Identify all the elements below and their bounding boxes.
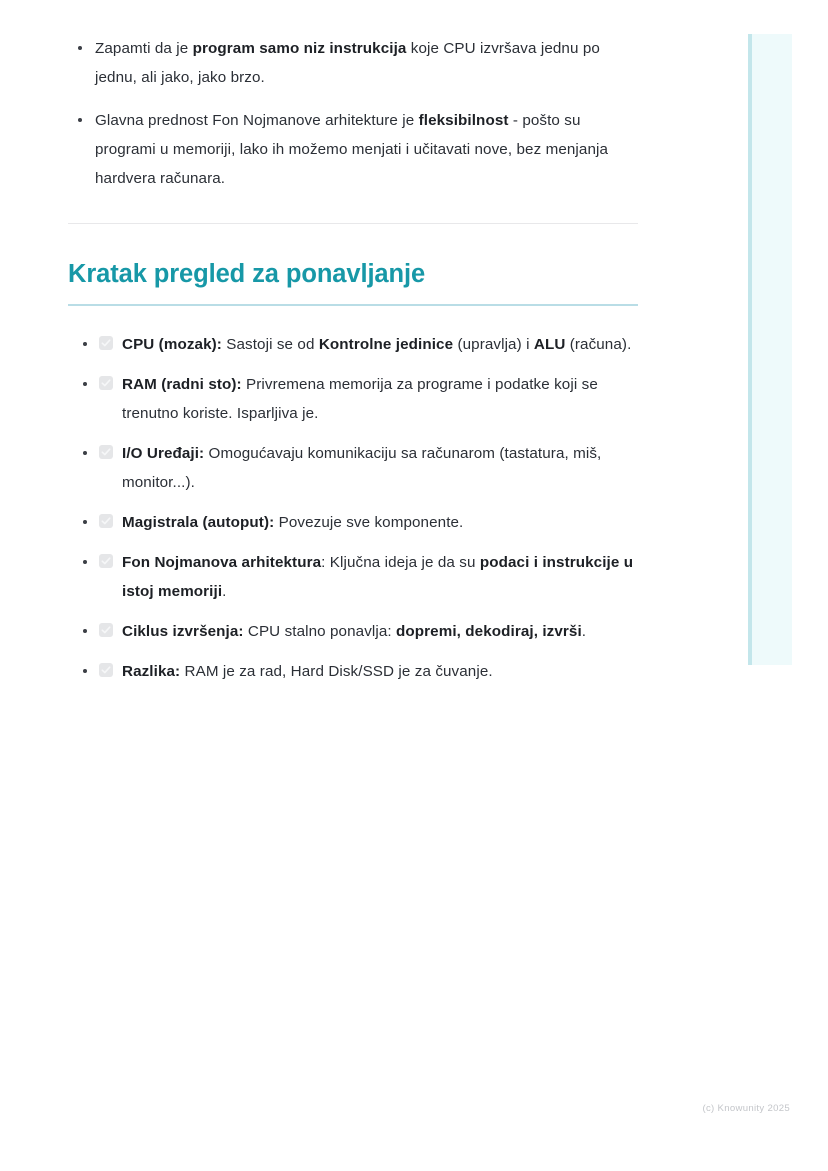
list-item-text: RAM (radni sto): Privremena memorija za programe i podatke koji se trenutno koriste. Isparljiva je. bbox=[122, 376, 598, 422]
checklist-cpu bbox=[68, 330, 638, 359]
checklist-razlika bbox=[68, 657, 638, 686]
checkbox-checked-icon[interactable] bbox=[99, 554, 113, 568]
bullet-dot-icon bbox=[83, 382, 87, 386]
note-content bbox=[68, 34, 638, 686]
checkbox-checked-icon[interactable] bbox=[99, 514, 113, 528]
checkbox-checked-icon[interactable] bbox=[99, 376, 113, 390]
list-item-text: Fon Nojmanova arhitektura: Ključna ideja je da su podaci i instrukcije u istoj memoriji. bbox=[122, 554, 634, 600]
checklist-ciklus-izvrsenja bbox=[68, 617, 638, 646]
emphasis-text: Razlika: bbox=[122, 663, 181, 680]
bullet-dot-icon bbox=[83, 629, 87, 633]
bullet-fleksibilnost bbox=[68, 106, 638, 193]
emphasis-text: program samo niz instrukcija bbox=[192, 40, 407, 57]
bullet-dot-icon bbox=[83, 669, 87, 673]
emphasis-text: podaci i instrukcije u istoj memoriji bbox=[122, 554, 634, 600]
emphasis-text: Magistrala (autoput): bbox=[122, 514, 275, 531]
list-item-text: CPU (mozak): Sastoji se od Kontrolne jedinice (upravlja) i ALU (računa). bbox=[122, 336, 632, 353]
checklist-ram bbox=[68, 370, 638, 428]
checkbox-checked-icon[interactable] bbox=[99, 336, 113, 350]
footer-copyright: (c) Knowunity 2025 bbox=[702, 1103, 790, 1114]
bullet-dot-icon bbox=[83, 560, 87, 564]
bullet-program-niz-instrukcija bbox=[68, 34, 638, 92]
emphasis-text: RAM (radni sto): bbox=[122, 376, 242, 393]
list-item-text: Zapamti da je program samo niz instrukcija koje CPU izvršava jednu po jednu, ali jako, jako brzo. bbox=[95, 40, 600, 86]
section-divider bbox=[68, 223, 638, 224]
bullet-dot-icon bbox=[83, 520, 87, 524]
emphasis-text: dopremi, dekodiraj, izvrši bbox=[396, 623, 582, 640]
list-item-text: I/O Uređaji: Omogućavaju komunikaciju sa računarom (tastatura, miš, monitor...). bbox=[122, 445, 602, 491]
checklist-fon-nojmanova-arhitektura bbox=[68, 548, 638, 606]
bullet-dot-icon bbox=[83, 451, 87, 455]
checkbox-checked-icon[interactable] bbox=[99, 663, 113, 677]
right-accent-panel bbox=[748, 34, 792, 665]
emphasis-text: Ciklus izvršenja: bbox=[122, 623, 244, 640]
checklist-magistrala bbox=[68, 508, 638, 537]
intro-bullet-list bbox=[68, 34, 638, 193]
emphasis-text: Kontrolne jedinice bbox=[318, 336, 454, 353]
bullet-dot-icon bbox=[83, 342, 87, 346]
heading-underline bbox=[68, 304, 638, 306]
checklist-io-uredjaji bbox=[68, 439, 638, 497]
list-item-text: Ciklus izvršenja: CPU stalno ponavlja: dopremi, dekodiraj, izvrši. bbox=[122, 623, 587, 640]
checkbox-checked-icon[interactable] bbox=[99, 445, 113, 459]
emphasis-text: CPU (mozak): bbox=[122, 336, 222, 353]
emphasis-text: ALU bbox=[533, 336, 566, 353]
page-title: Kratak pregled za ponavljanje bbox=[68, 260, 426, 288]
emphasis-text: fleksibilnost bbox=[418, 112, 509, 129]
emphasis-text: I/O Uređaji: bbox=[122, 445, 205, 462]
list-item-text: Razlika: RAM je za rad, Hard Disk/SSD je za čuvanje. bbox=[122, 663, 493, 680]
list-item-text: Magistrala (autoput): Povezuje sve komponente. bbox=[122, 514, 464, 531]
emphasis-text: Fon Nojmanova arhitektura bbox=[122, 554, 322, 571]
list-item-text: Glavna prednost Fon Nojmanove arhitekture je fleksibilnost - pošto su programi u memoriji, lako ih možemo menjati i učitavati nove, bez menjanja hardvera računara. bbox=[95, 112, 609, 187]
checkbox-checked-icon[interactable] bbox=[99, 623, 113, 637]
bullet-dot-icon bbox=[78, 118, 82, 122]
summary-checklist bbox=[68, 330, 638, 686]
bullet-dot-icon bbox=[78, 46, 82, 50]
